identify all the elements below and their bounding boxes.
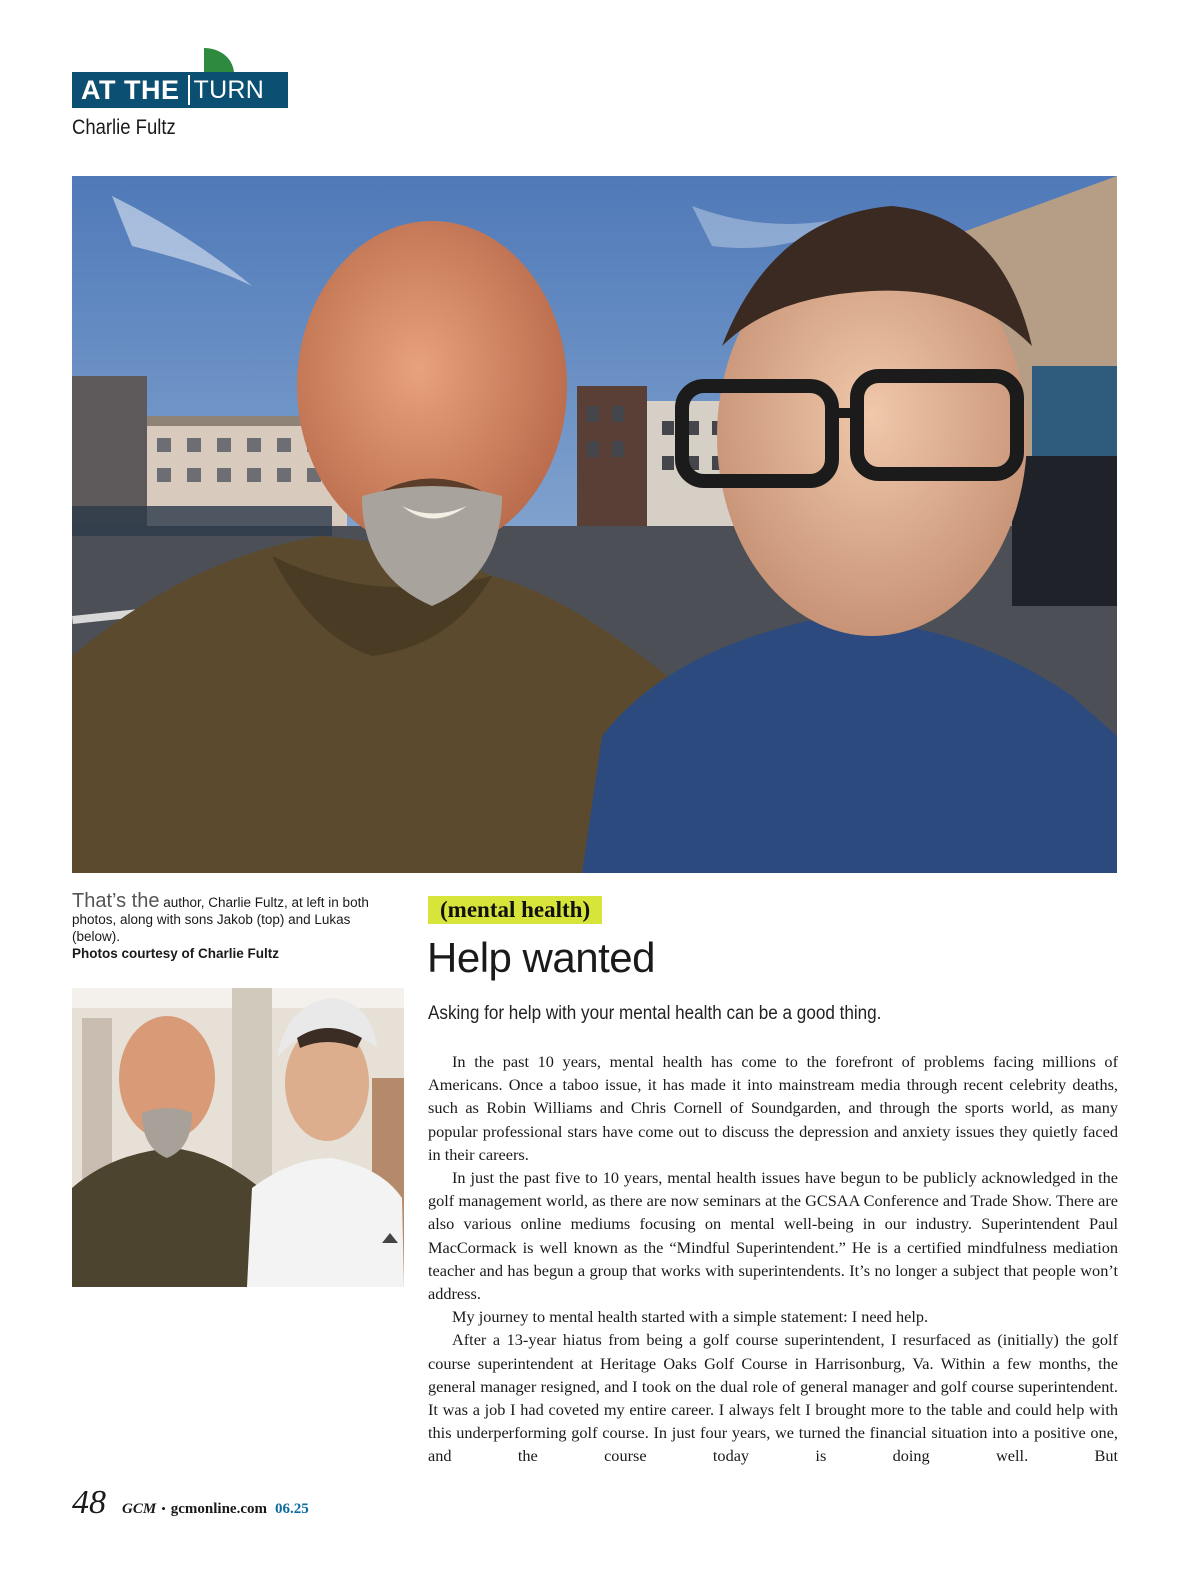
secondary-photo-illustration xyxy=(72,988,404,1287)
section-logo-divider xyxy=(188,75,190,105)
caption-lead: That’s the xyxy=(72,890,160,912)
article-body xyxy=(428,1050,1118,1468)
article-headline: Help wanted xyxy=(427,934,655,981)
section-logo-at: AT THE xyxy=(81,74,180,105)
section-logo-turn: TURN xyxy=(193,75,265,104)
photo-caption xyxy=(72,890,402,962)
footer-separator: • xyxy=(161,1501,166,1516)
section-logo xyxy=(72,48,288,110)
website-link[interactable]: gcmonline.com xyxy=(170,1501,267,1517)
author-byline: Charlie Fultz xyxy=(72,116,176,139)
magazine-name: GCM xyxy=(122,1501,157,1517)
article-paragraph-1: In the past 10 years, mental health has come to the forefront of problems facing millions of Americans. Once a taboo issue, it has made it into mainstream media through recent celebrity deaths, such as Robin Williams and Chris Cornell of Soundgarden, and through the sports world, as many popular professional stars have come out to discuss the depression and anxiety issues they quietly faced in their careers. xyxy=(428,1052,1118,1164)
main-photo xyxy=(72,176,1117,873)
article-paragraph-4: After a 13-year hiatus from being a golf course superintendent, I resurfaced as (initially) the golf course superintendent at Heritage Oaks Golf Course in Harrisonburg, Va. Within a few months, the general manager resigned, and I took on the dual role of general manager and golf course superintendent. It was a job I had coveted my entire career. I always felt I brought more to the table and could help with this underperforming golf course. In just four years, we turned the financial situation into a positive one, and the course today is doing well. But xyxy=(428,1330,1118,1466)
issue-date: 06.25 xyxy=(274,1501,309,1517)
article-dek: Asking for help with your mental health can be a good thing. xyxy=(428,1003,882,1024)
caption-text: author, Charlie Fultz, at left in both photos, along with sons Jakob (top) and Lukas (below). xyxy=(72,895,369,944)
secondary-photo xyxy=(72,988,404,1287)
article-paragraph-3: My journey to mental health started with a simple statement: I need help. xyxy=(452,1307,929,1327)
article-kicker: (mental health) xyxy=(428,896,602,924)
flag-icon xyxy=(202,48,236,72)
page-footer xyxy=(72,1484,309,1522)
page-number: 48 xyxy=(72,1484,106,1521)
section-logo-bar xyxy=(72,72,288,108)
article-paragraph-2: In just the past five to 10 years, mental health issues have begun to be publicly acknowledged in the golf management world, as there are now seminars at the GCSAA Conference and Trade Show. There are also various online mediums focusing on mental well-being in our industry. Superintendent Paul MacCormack is well known as the “Mindful Superintendent.” He is a certified mindfulness mediation teacher and has begun a group that works with superintendents. It’s no longer a subject that people won’t address. xyxy=(428,1168,1118,1304)
photo-credit: Photos courtesy of Charlie Fultz xyxy=(72,946,280,961)
main-photo-illustration xyxy=(72,176,1117,873)
